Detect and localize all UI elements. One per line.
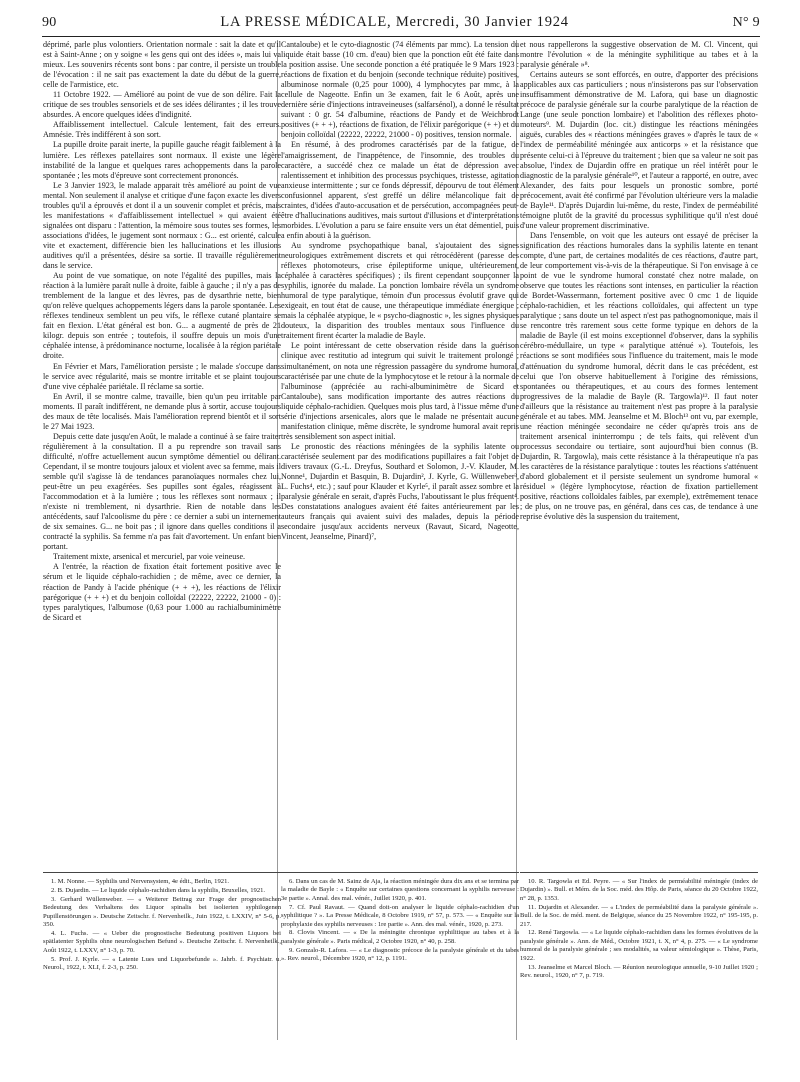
page-number: 90 [42,15,57,30]
journal-title: LA PRESSE MÉDICALE, Mercredi, 30 Janvier 1924 [220,14,569,30]
footnote-rule [281,872,519,874]
footnote: 8. Clovis Vincent. — « De la méningite chronique syphilitique au tabes et à la paralysie générale ». Paris médical, 2 Octobre 1920, n° 40, p. 258. [281,929,519,945]
footnotes-column-1 [43,878,281,973]
paragraph: Depuis cette date jusqu'en Août, le malade a continué à se faire traiter régulièrement à la consultation. Il a pu reprendre son travail sans difficulté, n'offre actuellement aucun symptôme démentiel ou délirant. Cependant, il se montre toujours jaloux et violent avec sa femme, mais il semble qu'il s'agisse là de tendances paranoïaques normales chez lui, peut-être un peu exagérées. Ses pupilles sont égales, réagissent à l'accommodation et à la lumière ; tous les réflexes sont normaux ; il n'existe ni tremblement, ni dysarthrie. Rien de notable dans les antécédents, sauf l'alcoolisme du père : ce dernier a subi un internement de six semaines. G... ne boit pas ; il ignore dans quelles conditions il a contracté la syphilis. Sa femme n'a pas fait d'avortement. Un enfant bien portant. [43,431,281,552]
page-header [42,14,760,34]
footnote: 11. Dujardin et Alexander. — « L'index de perméabilité dans la paralysie générale ». Bull. de la Soc. de méd. ment. de Belgique, séance du 25 Novembre 1922, n° 195-195, p. 217. [520,903,758,928]
paragraph: déprimé, parle plus volontiers. Orientation normale : sait la date et qu'il est à Saint-Anne ; on y soigne « les gens qui ont des idées », mais lui va mieux. Les souvenirs récents sont bons : par contre, il persiste un trouble de l'évocation : il ne sait pas exactement la date du début de la guerre, celle de l'armistice, etc. [43,40,281,90]
paragraph: Traitement mixte, arsenical et mercuriel, par voie veineuse. [53,552,246,562]
paragraph: Affaiblissement intellectuel. Calcule lentement, fait des erreurs. Amnésie. Très indifférent à son sort. [43,120,281,140]
text-column-3 [520,40,758,522]
header-rule [42,36,760,37]
footnotes-column-3 [520,878,758,981]
paragraph: Certains auteurs se sont efforcés, en outre, d'apporter des précisions applicables aux cas particuliers ; nous n'insisterons pas sur l'observation insuffisamment démonstrative de M. Lafora, qui base un diagnostic précoce de paralysie générale sur la courbe paralytique de la réaction de Lange (une seule ponction lombaire) et l'abolition des réflexes photo-moteurs⁹. M. Dujardin (loc. cit.) distingue les réactions méningées aiguës, curables des « réactions méningées graves » d'après le taux de « l'index de perméabilité méningée aux anticorps » et la résistance que présente celui-ci à l'épreuve du traitement ; bien que sa valeur ne soit pas absolue, l'index de Dujardin offre en pratique un réel intérêt pour le diagnostic de la paralysie générale¹⁰, et l'auteur a rapporté, en outre, avec Alexander, des faits pour lesquels un pronostic sombre, porté précocement, avait été confirmé par l'évolution ultérieure vers la maladie de Bayle¹¹. D'après Dujardin lui-même, du reste, l'index de perméabilité témoigne plutôt de la gravité du processus syphilitique qu'il n'est doué d'une valeur proprement discriminative. [520,70,758,230]
paragraph: En Avril, il se montre calme, travaille, bien qu'un peu irritable par moments. Il paraît indifférent, ne demande plus à sortir, accuse toujours des maux de tête localisés. Mais l'amélioration reprend bientôt et il sort le 27 Mai 1923. [43,391,281,431]
paragraph: Dans l'ensemble, on voit que les auteurs ont essayé de préciser la signification des réactions humorales dans la syphilis latente en tenant compte, d'une part, de certaines modalités de ces réactions, d'autre part, de leur comportement vis-à-vis de la thérapeutique. Si l'on envisage à ce point de vue le syndrome humoral constaté chez notre malade, on observe que toutes les réactions sont intenses, en particulier la réaction de Bordet-Wassermann, fortement positive avec 0 cmc 1 de liquide céphalo-rachidien, et les réactions colloïdales, qui affectent un type paralytique ; sans doute un tel aspect n'est pas pathognomonique, mais il se rencontre très rarement sous cette forme typique en dehors de la maladie de Bayle (il est moins exceptionnel d'observer, dans la syphilis cérébro-médullaire, un type « paralytique atténué »). Toutefois, les réactions se sont modifiées sous l'influence du traitement, mais le mode d'atténuation du syndrome humoral, décrit dans le cas précédent, est celui que l'on observe habituellement à l'origine des rémissions, spontanées ou thérapeutiques, et au cours des formes lentement progressives de la maladie de Bayle (R. Targowla)¹². Il faut noter d'ailleurs que la résistance au traitement n'est pas propre à la paralysie générale et au tabes. MM. Jeanselme et M. Bloch¹³ ont vu, par exemple, une réaction méningée secondaire ne céder qu'après trois ans de traitement arsenical ininterrompu ; de tels faits, qui relèvent d'un processus secondaire ou tertiaire, sont aujourd'hui bien connus (B. Dujardin, R. Targowla), mais cette résistance à la thérapeutique n'a pas les caractères de la résistance paralytique : toutes les réactions s'atténuent d'abord globalement et il persiste seulement un syndrome humoral « résiduel » (légère lymphocytose, réaction de fixation partiellement positive, réactions colloïdales faibles, par exemple), extrêmement tenace ; de plus, on ne trouve pas, en général, dans ces cas, de tendance à une reprise évolutive dès la suspension du traitement, [520,230,758,522]
footnote: 6. Dans un cas de M. Sainz de Aja, la réaction méningée dura dix ans et se termina par la maladie de Bayle : « Enquête sur certaines questions concernant la syphilis nerveuse : 3e partie ». Annal. des mal. vénér., Juillet 1920, p. 401. [281,878,519,902]
paragraph: La pupille droite parait inerte, la pupille gauche réagit faiblement à la lumière. Les réflexes patellaires sont normaux. Il existe une légère instabilité de la langue et quelques rares achoppements dans la parole spontanée ; les mots d'épreuve sont correctement prononcés. [43,140,281,180]
text-column-1 [43,40,281,623]
footnote: 7. Cf. Paul Ravaut. — Quand doit-on analyser le liquide céphalo-rachidien d'un syphilitique ? ». La Presse Médicale, 8 Octobre 1919, n° 57, p. 573. — « Enquête sur la prophylaxie des syphilis nerveuses : 1re partie ». Ann. des mal. vénér., 1920, p. 273. [281,903,519,928]
paragraph: et nous rappellerons la suggestive observation de M. Cl. Vincent, qui montre l'évolution « de la méningite syphilitique au tabes et à la paralysie générale »⁸. [520,40,758,70]
paragraph: Le point intéressant de cette observation réside dans la guérison clinique avec restitutio ad integrum qui suivit le traitement prolongé ; simultanément, on nota une régression passagère du syndrome humoral, caractérisée par une chute de la lymphocytose et le retour à la normale de l'albuminose (appréciée au rachi-albuminimètre de Sicard et Cantaloube), sans modification importante des autres réactions du liquide céphalo-rachidien. Quelques mois plus tard, à l'issue même d'une série d'injections arsenicales, alors que le malade ne présentait aucune manifestation clinique, même discrète, le syndrome humoral avait repris très sensiblement son aspect initial. [281,341,519,441]
footnotes-column-2 [281,878,519,964]
footnote: 1. M. Nonne. — Syphilis und Nervensystem, 4e édit., Berlin, 1921. [51,878,230,885]
text-column-2 [281,40,519,542]
paragraph: Le 3 Janvier 1923, le malade apparait très amélioré au point de vue mental. Non seulement il analyse et critique d'une façon exacte les divers troubles qu'il a éprouvés et dont il a un souvenir complet et précis, mais les manifestations « d'affaiblissement intellectuel » qui avaient été signalées ont disparu : l'attention, la mémoire sous toutes ses formes, les associations d'idées, le jugement sont normaux : G... est orienté, calcule vite et exactement, différencie bien les hallucinations et les illusions auditives qu'il a présentées, désire sa sortie. Il travaille régulièrement dans le service. [43,180,281,271]
paragraph: En Février et Mars, l'amélioration persiste ; le malade s'occupe dans le service avec régularité, mais se montre irritable et se plaint toujours d'une vive céphalée pariétale. Il réclame sa sortie. [43,361,281,391]
footnote: 3. Gerhard Wüllenweber. — « Weiterer Beitrag zur Frage der prognostischen Bedeutung des Verhaltens des Liquor spinalis bei isolierten syphilogenen Pupillenstörungen ». Deutsche Zeitschr. f. Nervenheilk., Juin 1922, t. LXXIV, n° 5-6, p. 350. [43,895,281,929]
paragraph: 11 Octobre 1922. — Amélioré au point de vue de son délire. Fait la critique de ses troubles sensoriels et de ses idées délirantes ; il les trouve absurdes. A encore quelques idées d'indignité. [43,90,281,120]
paragraph: En résumé, à des prodromes caractérisés par de la fatigue, de l'amaigrissement, de l'inappétence, de l'insomnie, des troubles du caractère, a succédé chez ce malade un état de dépression avec ralentissement et inhibition des processus psychiques, tristesse, agitation anxieuse intermittente ; sur ce fonds dépressif, dépourvu de tout élément confusionnel apparent, s'est greffé un délire mélancolique fait de craintes, d'idées d'auto-accusation et de persécution, accompagnées peut-être d'hallucinations auditives, mais surtout d'illusions et d'interprétations morbides. L'évolution a paru se faire ensuite vers un état démentiel, puis a enfin abouti à la guérison. [281,140,519,240]
paragraph: A l'entrée, la réaction de fixation était fortement positive avec le sérum et le liquide céphalo-rachidien ; de même, avec ce dernier, la réaction de Pandy à l'acide phénique (+ + +), les réactions de l'élixir parégorique (+ + +) et du benjoin colloïdal (22222, 22222, 21000 - 0) : types paralytiques, l'albumose (0,63 pour 1.000 au rachialbuminimètre de Sicard et [43,562,281,622]
footnote: 9. Gonzalo-R. Lafora. — « Le diagnostic précoce de la paralysie générale et du tabes ». Rev. neurol., Décembre 1920, n° 12, p. 1191. [281,946,519,963]
paragraph: Cantaloube) et le cyto-diagnostic (74 éléments par mmc). La tension du liquide était basse (10 cm. d'eau) bien que la ponction eût été faite dans la position assise. Une seconde ponction a été pratiquée le 9 Mars 1923 : réactions de fixation et du benjoin (seconde technique réduite) positives, albuminose normale (0,25 pour 1000), 4 lymphocytes par mmc, à la cellule de Nageotte. Enfin un 3e examen, fait le 6 Août, après une dernière série d'injections intraveineuses (salfarsénol), a donné le résultat suivant : 0 gr. 54 d'albumine, réactions de Pandy et de Weichbrodt positives (+ + +), réactions de fixation, de l'élixir parégorique (+ +) et du benjoin colloïdal (22222, 22222, 21000 - 0) positives, tension normale. [281,40,519,140]
footnote: 4. L. Fuchs. — « Ueber die prognostische Bedeutung positiven Liquors bei spätlatenter Syphilis ohne neurologischen Befund ». Deutsche Zeitschr. f. Nervenheilk., Août 1922, t. LXXV, n° 1-3, p. 70. [43,929,281,954]
paragraph: Au syndrome psychopathique banal, s'ajoutaient des signes neurologiques extrêmement discrets et qui rétrocédèrent (paresse des réflexes photomoteurs, crise épileptiforme unique, ultérieurement, céphalée à caractères spécifiques) ; ils firent cependant soupçonner la syphilis, ignorée du malade. La ponction lombaire révéla un syndrome humoral de type paralytique, témoin d'un processus évolutif grave qui exigeait, en tout état de cause, une thérapeutique immédiate énergique ; mais la céphalée atypique, le « psycho-diagnostic », les signes physiques douteux, la disparition des troubles mentaux sous l'influence du traitement firent écarter la maladie de Bayle. [281,240,519,341]
footnote: 12. René Targowla. — « Le liquide céphalo-rachidien dans les formes évolutives de la paralysie générale ». Ann. de Méd., Octobre 1921, t. X, n° 4, p. 275. — « Le syndrome humoral de la paralysie générale ; ses modalités, sa valeur sémiologique ». Thèse, Paris, 1922. [520,929,758,962]
footnote-rule [43,872,281,874]
paragraph: Le pronostic des réactions méningées de la syphilis latente ou caractérisée seulement par des modifications pupillaires a fait l'objet de divers travaux (G.-L. Dreyfus, Southard et Solomon, J.-V. Klauder, M. Nonne¹, Dujardin et Basquin, B. Dujardin², J. Kyrle, G. Wüllenweber³, L. Fuchs⁴, etc.) ; sauf pour Klauder et Kyrle⁵, il paraît assez sombre et la paralysie générale en serait, d'après Fuchs, l'aboutissant le plus fréquent⁴. Des constatations analogues avaient été faites antérieurement par les auteurs français qui avaient suivi des malades, depuis la période secondaire jusqu'aux accidents nerveux (Ravaut, Sicard, Nageotte, Vincent, Jeanselme, Pinard)⁷, [281,441,519,542]
footnote: 2. B. Dujardin. — Le liquide céphalo-rachidien dans la syphilis, Bruxelles, 1921. [51,886,266,894]
footnote: 13. Jeanselme et Marcel Bloch. — Réunion neurologique annuelle, 9-10 Juillet 1920 ; Rev. neurol., 1920, n° 7, p. 719. [520,963,758,979]
paragraph: Au point de vue somatique, on note l'égalité des pupilles, mais la réaction à la lumière paraît nulle à droite, faible à gauche ; il n'y a pas de tremblement de la langue et des lèvres, pas de dysarthrie nette, bien qu'on relève quelques achoppements légers dans la parole spontanée. Les réflexes tendineux semblent un peu vifs, le réflexe cutané plantaire se fait en flexion. L'état général est bon. G... a augmenté de près de 21 kilogr. depuis son entrée ; toutefois, il souffre depuis un mois d'une céphalée intense, à prédominance nocturne, localisée à la région pariétale droite. [43,271,281,361]
footnote: 10. R. Targowla et Ed. Peyre. — « Sur l'index de perméabilité méningée (index de Dujardin) ». Bull. et Mém. de la Soc. méd. des Hôp. de Paris, séance du 20 Octobre 1922, n° 28, p. 1353. [520,878,758,902]
footnote: 5. Prof. J. Kyrle. — « Latente Lues und Liquorbefunde ». Jahrb. f. Psychiatr. u. Neurol., 1922, t. XLI, f. 2-3, p. 250. [43,955,281,972]
issue-number: N° 9 [732,15,760,30]
footnote-rule [520,872,758,874]
